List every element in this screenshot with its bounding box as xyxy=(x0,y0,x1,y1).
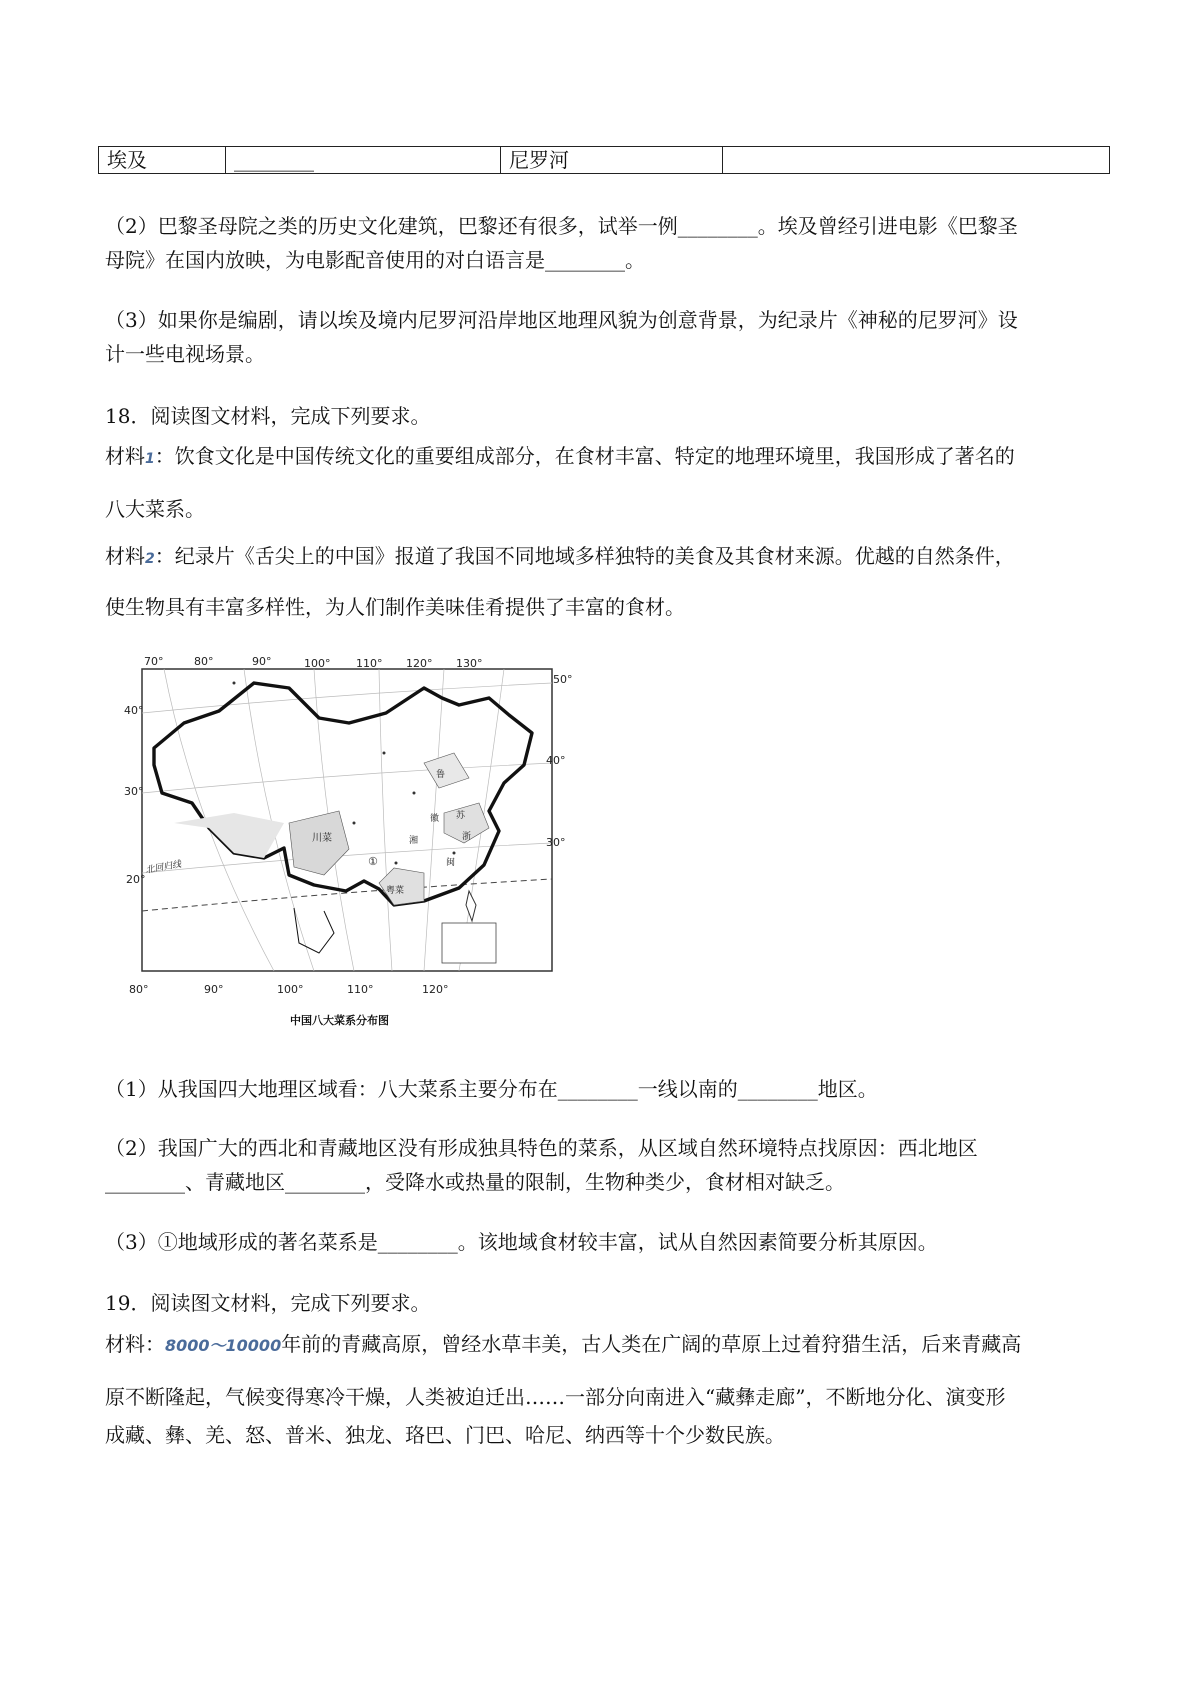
material-text: ：纪录片《舌尖上的中国》报道了我国不同地域多样独特的美食及其食材来源。优越的自然条件， xyxy=(154,544,1015,568)
lon-label: 80° xyxy=(194,655,214,668)
cuisine-distribution-map xyxy=(124,653,574,1029)
q19-material-line3: 成藏、彝、羌、怒、普米、独龙、珞巴、门巴、哈尼、纳西等十个少数民族。 xyxy=(105,1423,785,1447)
q18-part3: （3）①地域形成的著名菜系是________。该地域食材较丰富，试从自然因素简要分析其原因。 xyxy=(105,1230,938,1254)
lat-label: 40° xyxy=(124,704,144,717)
q18-material1-line1 xyxy=(105,442,1015,473)
material-label: 材料 xyxy=(105,444,145,468)
q17-part2-line1: （2）巴黎圣母院之类的历史文化建筑，巴黎还有很多，试举一例________。埃及曾经引进电影《巴黎圣 xyxy=(105,214,1018,238)
year-range-formula: 8000～10000 xyxy=(165,1336,282,1355)
cuisine-label: 鲁 xyxy=(436,770,446,780)
q17-part3-line2: 计一些电视场景。 xyxy=(105,342,265,366)
cuisine-label: 徽 xyxy=(430,814,440,824)
lat-label: 20° xyxy=(126,873,146,886)
material-number: 1 xyxy=(145,451,155,467)
lat-label: 30° xyxy=(546,836,566,849)
region-marker: ① xyxy=(368,855,378,868)
q17-part2-line2: 母院》在国内放映，为电影配音使用的对白语言是________。 xyxy=(105,248,645,272)
lon-label: 110° xyxy=(347,983,374,996)
q18-part1: （1）从我国四大地理区域看：八大菜系主要分布在________一线以南的________地区。 xyxy=(105,1077,878,1101)
q19-material-line1 xyxy=(105,1330,1021,1360)
q18-title: 18．阅读图文材料，完成下列要求。 xyxy=(105,404,431,428)
material-text: ：饮食文化是中国传统文化的重要组成部分，在食材丰富、特定的地理环境里，我国形成了著名的 xyxy=(154,444,1015,468)
lon-label: 130° xyxy=(456,657,483,670)
material-text: 年前的青藏高原，曾经水草丰美，古人类在广阔的草原上过着狩猎生活，后来青藏高 xyxy=(281,1332,1022,1356)
table-cell: 埃及 xyxy=(99,147,226,174)
tropic-label: 北回归线 xyxy=(144,859,182,876)
lat-label: 30° xyxy=(124,785,144,798)
table-cell-blank[interactable]: ________ xyxy=(226,147,501,174)
material-label: 材料： xyxy=(105,1332,165,1356)
material-label: 材料 xyxy=(105,544,145,568)
cuisine-label: 粤菜 xyxy=(386,886,405,896)
lat-label: 40° xyxy=(546,754,566,767)
lon-label: 90° xyxy=(252,655,272,668)
lon-label: 80° xyxy=(129,983,149,996)
cuisine-label: 闽 xyxy=(446,858,456,868)
lon-label: 90° xyxy=(204,983,224,996)
q18-material1-line2: 八大菜系。 xyxy=(105,497,205,521)
table-cell-blank[interactable] xyxy=(723,147,1110,174)
map-caption: 中国八大菜系分布图 xyxy=(290,1014,389,1027)
q18-part2-line2: ________、青藏地区________，受降水或热量的限制，生物种类少，食材相对缺乏。 xyxy=(105,1170,845,1194)
q19-material-line2: 原不断隆起，气候变得寒冷干燥，人类被迫迁出……一部分向南进入“藏彝走廊”，不断地分化、演变形 xyxy=(105,1385,1006,1409)
q19-title: 19．阅读图文材料，完成下列要求。 xyxy=(105,1291,431,1315)
cuisine-label: 湘 xyxy=(409,836,419,846)
lon-label: 110° xyxy=(356,657,383,670)
cuisine-label: 苏 xyxy=(456,811,466,821)
q18-material2-line1 xyxy=(105,542,1015,573)
table-row xyxy=(99,147,1110,174)
cuisine-label: 川菜 xyxy=(312,833,332,844)
lon-label: 100° xyxy=(277,983,304,996)
q17-part3-line1: （3）如果你是编剧，请以埃及境内尼罗河沿岸地区地理风貌为创意背景，为纪录片《神秘的尼罗河》设 xyxy=(105,308,1018,332)
lon-label: 70° xyxy=(144,655,164,668)
material-number: 2 xyxy=(145,551,155,567)
lat-label: 50° xyxy=(553,673,573,686)
lon-label: 120° xyxy=(422,983,449,996)
lon-label: 120° xyxy=(406,657,433,670)
q18-part2-line1: （2）我国广大的西北和青藏地区没有形成独具特色的菜系，从区域自然环境特点找原因：西北地区 xyxy=(105,1136,978,1160)
answer-table xyxy=(98,146,1110,174)
q18-material2-line2: 使生物具有丰富多样性，为人们制作美味佳肴提供了丰富的食材。 xyxy=(105,595,685,619)
table-cell: 尼罗河 xyxy=(501,147,723,174)
lon-label: 100° xyxy=(304,657,331,670)
cuisine-label: 浙 xyxy=(462,832,472,842)
